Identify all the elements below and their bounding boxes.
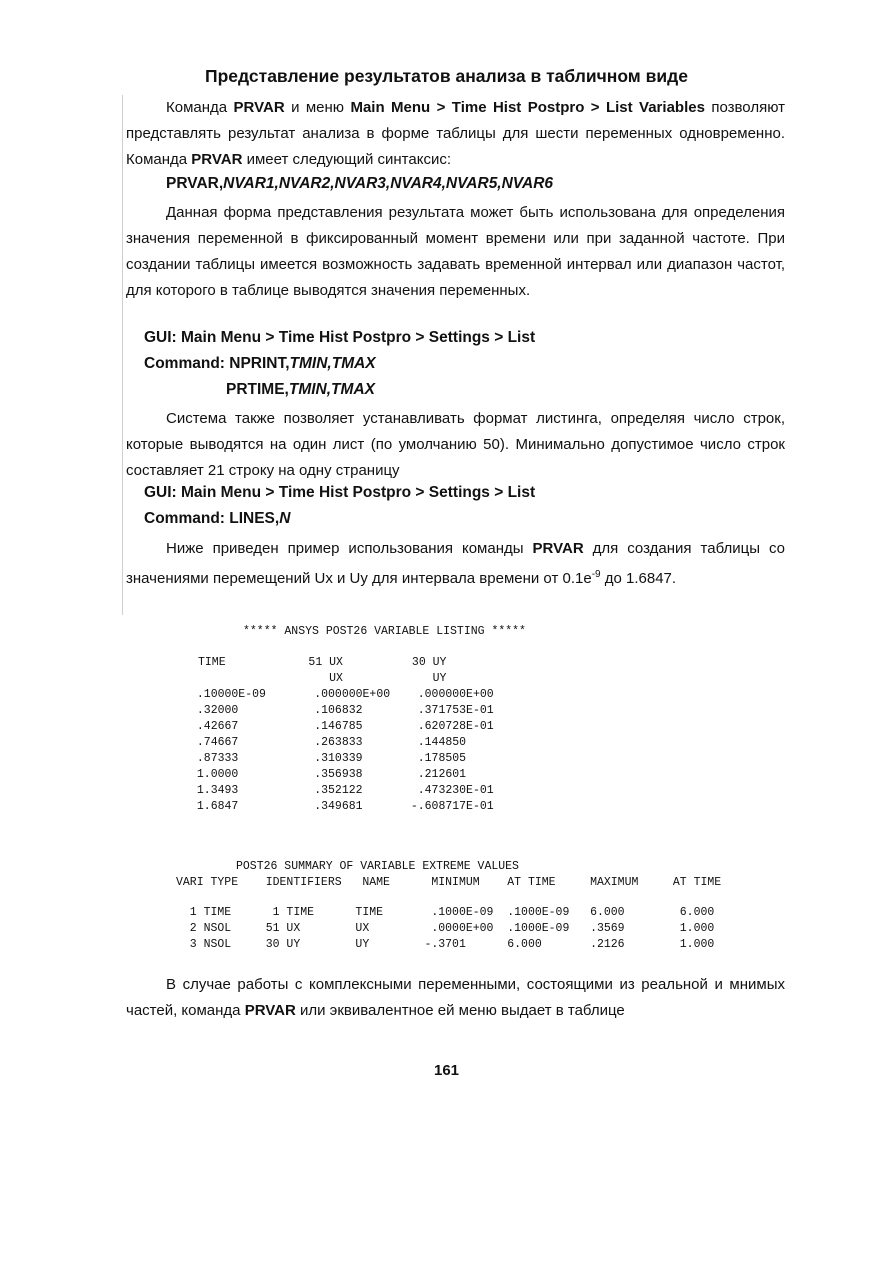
lines-paragraph [126,406,785,484]
syntax-line [166,175,553,193]
intro-text-4: имеет следующий синтаксис: [242,151,452,168]
example-paragraph [126,536,785,592]
example-command-prvar: PRVAR [532,540,584,557]
scan-margin-line [122,95,123,615]
listing-row: .10000E-09 .000000E+00 .000000E+00 [190,688,494,701]
example-exponent: -9 [591,569,601,580]
command-line-1b [226,381,375,399]
intro-text-1: Команда [166,99,234,116]
listing-row: .42667 .146785 .620728E-01 [190,720,494,733]
complex-text-2: или эквивалентное ей меню выдает в таблице [295,1002,625,1019]
summary-row: 3 NSOL 30 UY UY -.3701 6.000 .2126 1.000 [176,938,715,951]
gui-path-1: GUI: Main Menu > Time Hist Postpro > Settings > List [144,329,536,346]
listing-row: 1.6847 .349681 -.608717E-01 [190,800,494,813]
syntax-command: PRVAR, [166,175,224,192]
syntax-arguments: NVAR1,NVAR2,NVAR3,NVAR4,NVAR5,NVAR6 [223,175,554,192]
listing-title: ***** ANSYS POST26 VARIABLE LISTING ***** [243,625,526,638]
command-lines-args: N [279,510,291,527]
listing-row: .74667 .263833 .144850 [190,736,467,749]
listing-header-2: UX UY [198,672,447,685]
summary-row: 2 NSOL 51 UX UX .0000E+00 .1000E-09 .3569 1.000 [176,922,715,935]
complex-command-prvar: PRVAR [244,1002,296,1019]
command-line-1 [144,355,376,373]
complex-text-1: В случае работы с комплексными переменными, состоящими из реальной и мнимых частей, команда [126,976,785,1019]
summary-title: POST26 SUMMARY OF VARIABLE EXTREME VALUES [236,860,519,873]
command-nprint-args: TMIN,TMAX [289,355,376,372]
example-text-2: для создания таблицы со значениями перемещений Ux и Uy для интервала времени от 0.1e [126,540,785,587]
section-heading: Представление результатов анализа в табличном виде [205,66,688,86]
page-number: 161 [433,1062,460,1079]
complex-paragraph [126,972,785,1024]
listing-row: 1.3493 .352122 .473230E-01 [190,784,494,797]
intro-menu-path: Main Menu > Time Hist Postpro > List Variables [350,99,705,116]
listing-row: .87333 .310339 .178505 [190,752,467,765]
command-lines: Command: LINES, [144,510,280,527]
command-prtime-args: TMIN,TMAX [288,381,375,398]
lines-text: Система также позволяет устанавливать формат листинга, определяя число строк, которые выводятся на один лист (по умолчанию 50). Минимально допустимое число строк составляет 21 строку на одну страницу [126,410,785,479]
listing-header-1: TIME 51 UX 30 UY [198,656,447,669]
summary-row: 1 TIME 1 TIME TIME .1000E-09 .1000E-09 6.000 6.000 [176,906,715,919]
listing-row: .32000 .106832 .371753E-01 [190,704,494,717]
gui-path-2: GUI: Main Menu > Time Hist Postpro > Settings > List [144,484,536,501]
intro-command-prvar: PRVAR [233,99,285,116]
listing-row: 1.0000 .356938 .212601 [190,768,467,781]
description-text: Данная форма представления результата может быть использована для определения значения переменной в фиксированный момент времени или при заданной частоте. При создании таблицы имеется возможность задавать временной интервал или диапазон частот, для которого в таблице выводятся значения переменных. [126,204,785,299]
summary-header: VARI TYPE IDENTIFIERS NAME MINIMUM AT TIME MAXIMUM AT TIME [176,876,722,889]
example-text-3: до 1.6847. [600,570,677,587]
intro-paragraph [126,95,785,173]
example-text-1: Ниже приведен пример использования команды [166,540,533,557]
command-prtime: PRTIME, [226,381,289,398]
command-nprint: Command: NPRINT, [144,355,290,372]
description-paragraph [126,200,785,304]
intro-text-3: позволяют представлять результат анализа в форме таблицы для шести переменных одновременно. Команда [126,99,785,168]
command-line-2 [144,510,290,528]
intro-text-2: и меню [284,99,351,116]
intro-command-prvar-2: PRVAR [191,151,243,168]
